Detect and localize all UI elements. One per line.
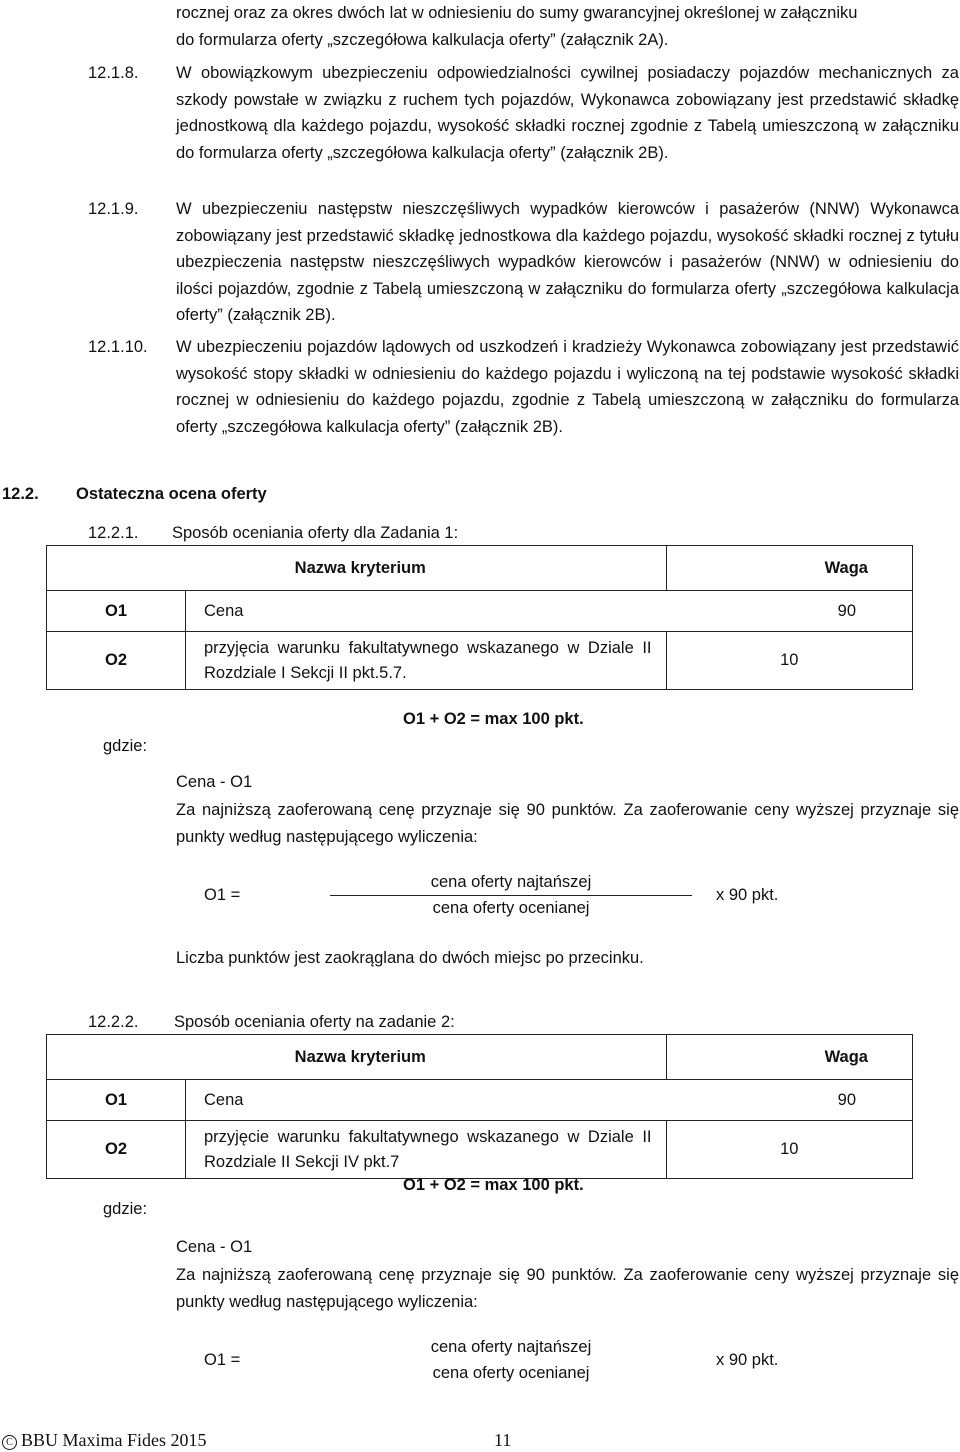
- header-criterion-name: Nazwa kryterium: [294, 1047, 426, 1066]
- sum-formula: O1 + O2 = max 100 pkt.: [403, 710, 584, 728]
- item-text: W ubezpieczeniu pojazdów lądowych od uszkodzeń i kradzieży Wykonawca zobowiązany jest przedstawić wysokość stopy składki w odniesieniu do każdego pojazdu i wyliczoną na tej podstawie wysokość składki rocznej w odniesieniu do każdego pojazdu, zgodnie z Tabelą umieszczoną w załączniku do formularza oferty „szczegółowa kalkulacja oferty” (załącznik 2B).: [176, 338, 959, 436]
- header-weight: Waga: [666, 546, 913, 591]
- fraction-bar: [330, 895, 692, 896]
- gdzie-label: gdzie:: [103, 1200, 148, 1218]
- table-header-row: [47, 1035, 913, 1080]
- task1-title: Sposób oceniania oferty dla Zadania 1:: [172, 524, 459, 542]
- item-number: 12.1.9.: [88, 200, 139, 218]
- table-row: [47, 591, 913, 632]
- criterion-name: Cena: [186, 1080, 667, 1121]
- copyright-icon: C: [2, 1435, 17, 1450]
- task2-title: Sposób oceniania oferty na zadanie 2:: [174, 1013, 455, 1031]
- intro-line: rocznej oraz za okres dwóch lat w odniesieniu do sumy gwarancyjnej określonej w załączniku: [176, 4, 858, 22]
- criterion-weight: 10: [666, 1121, 913, 1179]
- scoring-explanation: Za najniższą zaoferowaną cenę przyznaje się 90 punktów. Za zaoferowanie ceny wyższej przyznaje się punkty według następującego wyliczenia:: [176, 1266, 959, 1311]
- item-text: W obowiązkowym ubezpieczeniu odpowiedzialności cywilnej posiadaczy pojazdów mechanicznych za szkody powstałe w związku z ruchem tych pojazdów, Wykonawca zobowiązany jest przedstawić składkę jednostkową dla każdego pojazdu, wysokość składki rocznej zgodnie z Tabelą umieszczoną w załączniku do formularza oferty „szczegółowa kalkulacja oferty” (załącznik 2B).: [176, 64, 959, 162]
- formula-lhs: O1 =: [204, 1351, 241, 1369]
- item-text: W ubezpieczeniu następstw nieszczęśliwych wypadków kierowców i pasażerów (NNW) Wykonawca zobowiązany jest przedstawić składkę jednostkowa dla każdego pojazdu, wysokość składki rocznej z tytułu ubezpieczenia następstw nieszczęśliwych wypadków kierowców i pasażerów (NNW) w odniesieniu do ilości pojazdów, zgodnie z Tabelą umieszczoną w załączniku do formularza oferty „szczegółowa kalkulacja oferty” (załącznik 2B).: [176, 200, 959, 324]
- criterion-id: O2: [47, 1121, 186, 1179]
- section-number: 12.2.: [2, 485, 39, 503]
- header-weight: Waga: [666, 1035, 913, 1080]
- criterion-id: O2: [47, 632, 186, 690]
- cena-label: Cena - O1: [176, 1238, 253, 1256]
- criterion-id: O1: [47, 1080, 186, 1121]
- sum-formula: O1 + O2 = max 100 pkt.: [403, 1176, 584, 1194]
- cena-label: Cena - O1: [176, 773, 253, 791]
- table-row: [47, 1080, 913, 1121]
- page-number: 11: [494, 1430, 512, 1450]
- formula-denominator: cena oferty ocenianej: [432, 899, 590, 917]
- rounding-note: Liczba punktów jest zaokrąglana do dwóch miejsc po przecinku.: [176, 949, 644, 967]
- formula-denominator: cena oferty ocenianej: [432, 1364, 590, 1382]
- formula-numerator: cena oferty najtańszej: [430, 873, 592, 891]
- scoring-explanation: Za najniższą zaoferowaną cenę przyznaje się 90 punktów. Za zaoferowanie ceny wyższej przyznaje się punkty według następującego wyliczenia:: [176, 801, 959, 846]
- formula-lhs: O1 =: [204, 886, 241, 904]
- task1-number: 12.2.1.: [88, 524, 139, 542]
- criterion-weight: 90: [666, 1080, 913, 1121]
- criterion-name: przyjęcie warunku fakultatywnego wskazanego w Dziale II Rozdziale II Sekcji IV pkt.7: [186, 1121, 667, 1179]
- intro-paragraph: [176, 0, 959, 53]
- item-number: 12.1.8.: [88, 64, 139, 82]
- formula-multiplier: x 90 pkt.: [716, 1351, 779, 1369]
- criterion-name: przyjęcia warunku fakultatywnego wskazanego w Dziale II Rozdziale I Sekcji II pkt.5.7.: [186, 632, 667, 690]
- criterion-name: Cena: [186, 591, 667, 632]
- page-footer: [2, 1430, 207, 1451]
- criterion-id: O1: [47, 591, 186, 632]
- formula-numerator: cena oferty najtańszej: [430, 1338, 592, 1356]
- header-criterion-name: Nazwa kryterium: [294, 558, 426, 577]
- criterion-weight: 90: [666, 591, 913, 632]
- item-number: 12.1.10.: [88, 338, 148, 356]
- task1-criteria-table: [46, 545, 913, 690]
- criterion-weight: 10: [666, 632, 913, 690]
- table-header-row: [47, 546, 913, 591]
- intro-line: do formularza oferty „szczegółowa kalkulacja oferty” (załącznik 2A).: [176, 30, 669, 49]
- table-row: [47, 1121, 913, 1179]
- task2-number: 12.2.2.: [88, 1013, 139, 1031]
- footer-text: BBU Maxima Fides 2015: [21, 1430, 207, 1450]
- gdzie-label: gdzie:: [103, 737, 148, 755]
- table-row: [47, 632, 913, 690]
- formula-multiplier: x 90 pkt.: [716, 886, 779, 904]
- task2-criteria-table: [46, 1034, 913, 1179]
- section-title: Ostateczna ocena oferty: [76, 485, 267, 503]
